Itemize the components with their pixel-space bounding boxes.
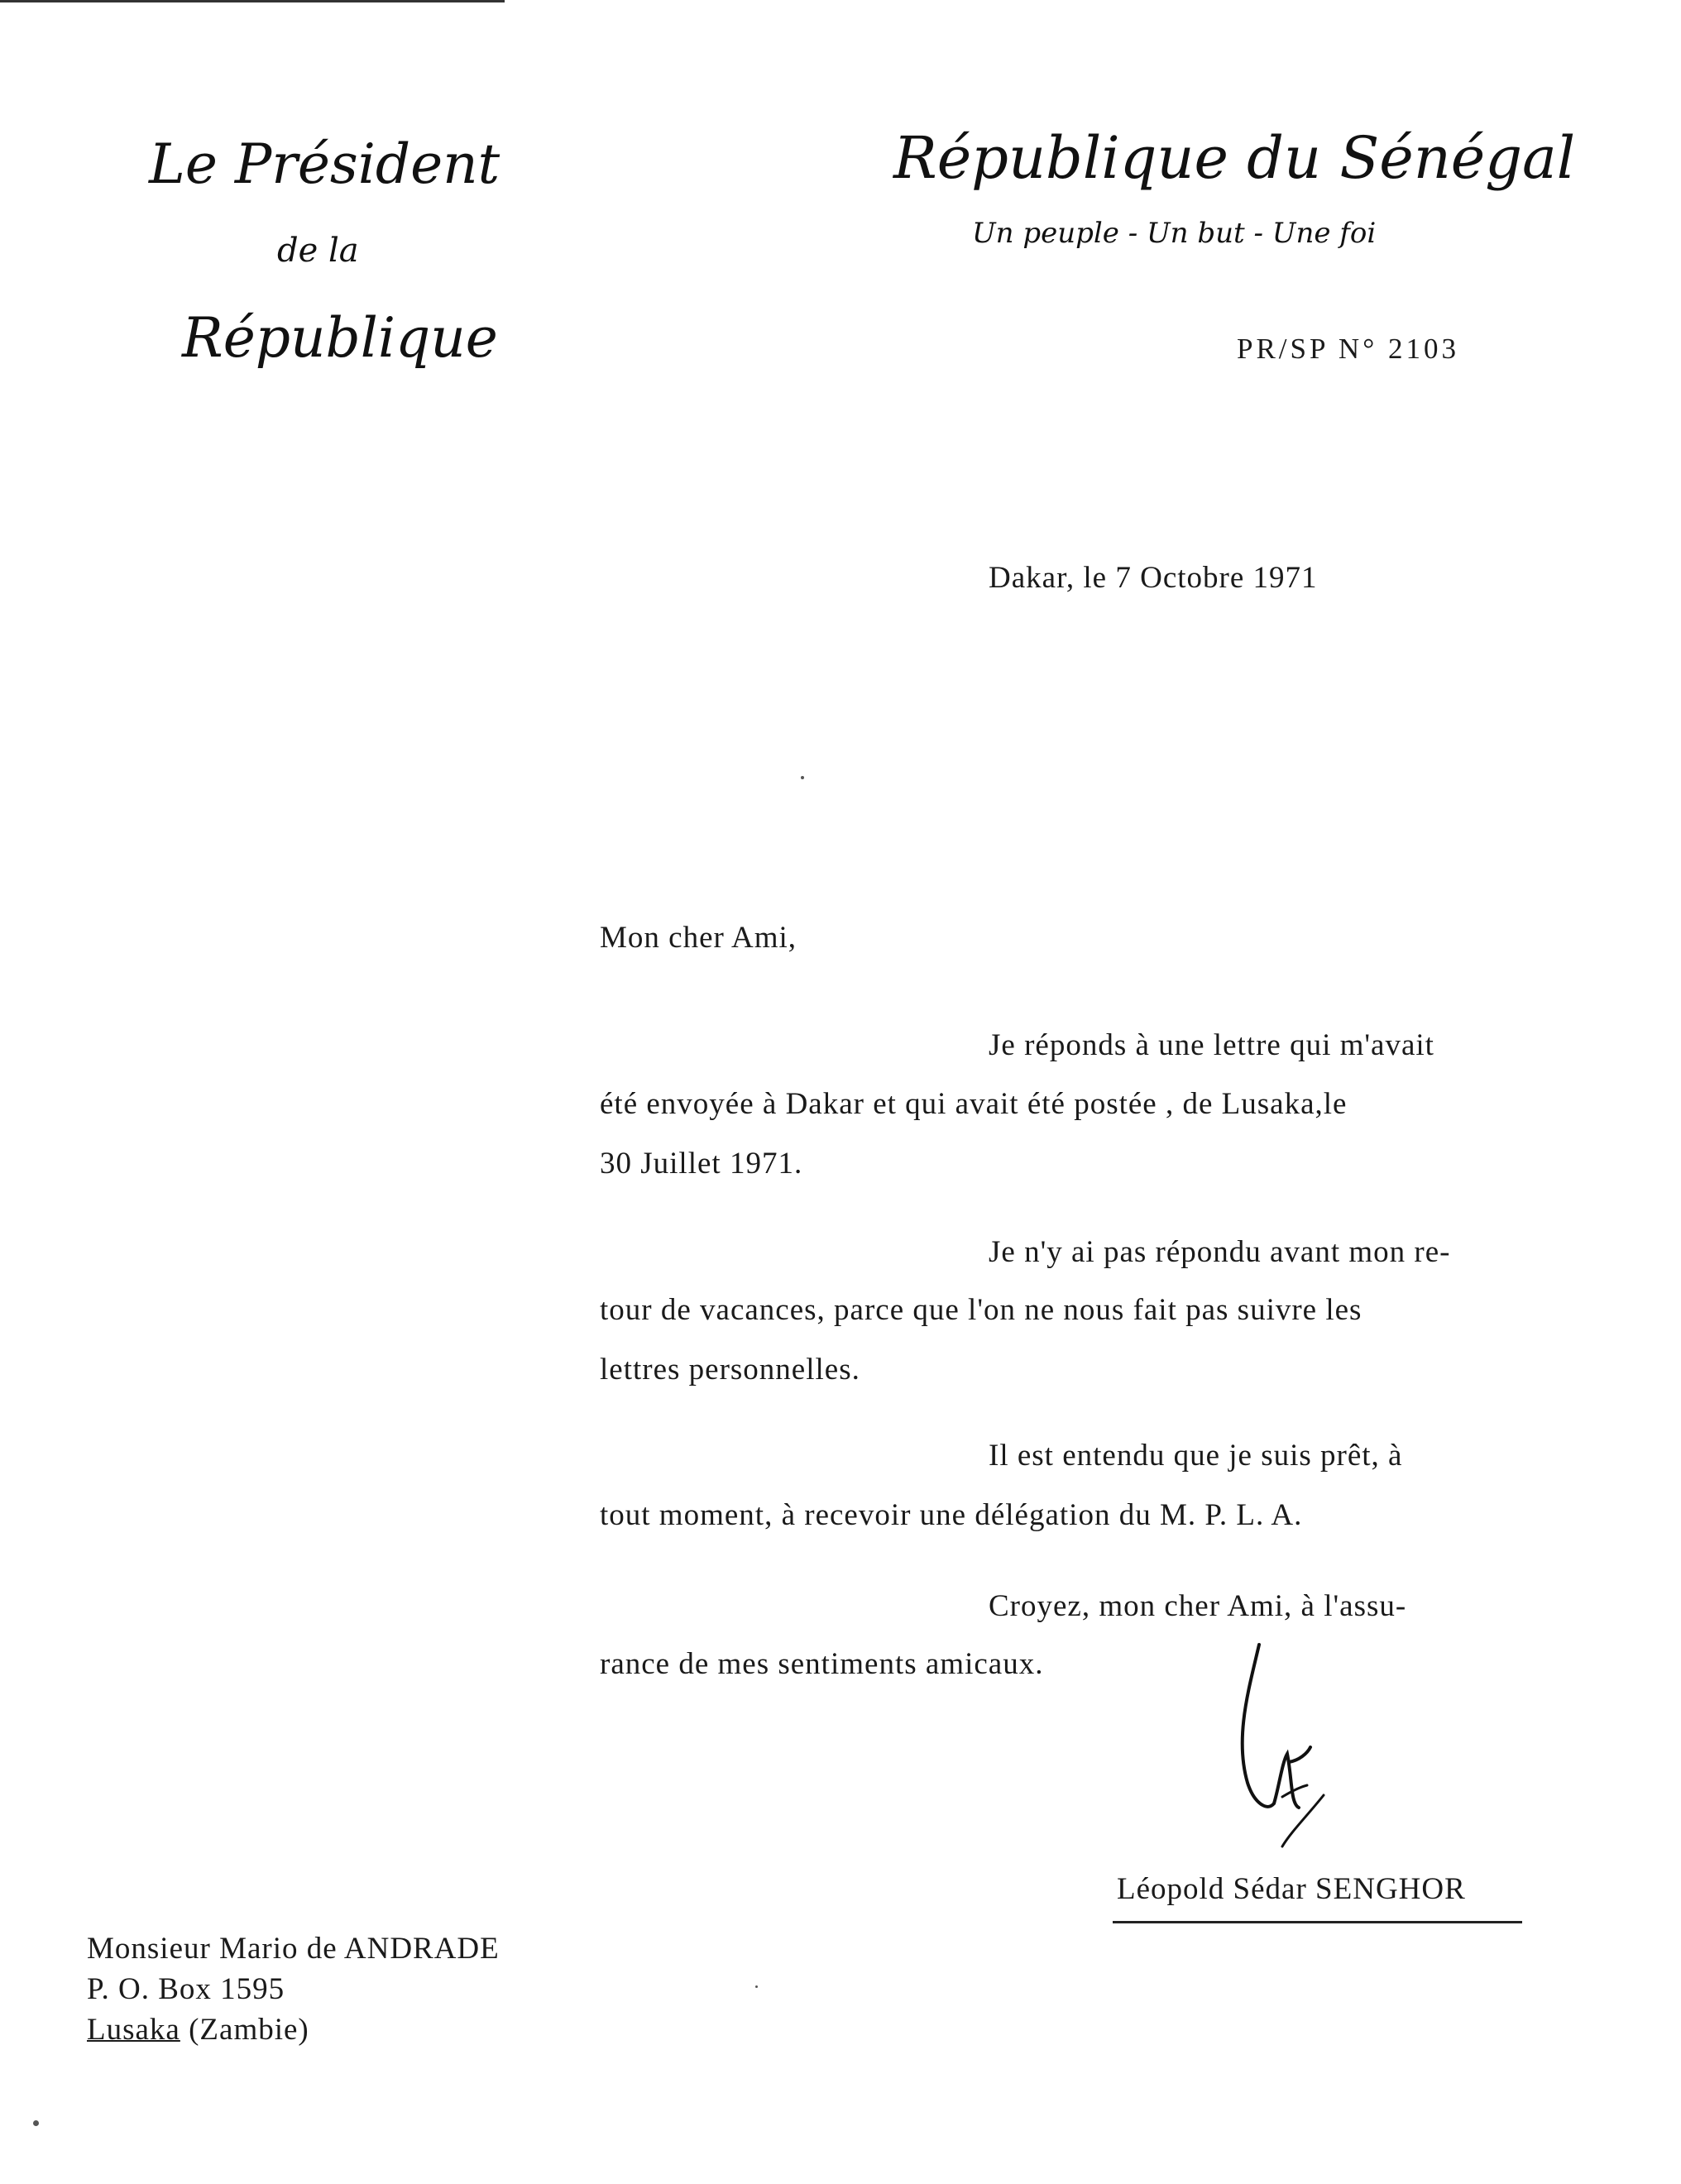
signatory-name: Léopold Sédar SENGHOR	[1117, 1872, 1466, 1906]
paragraph-4-line-1: Croyez, mon cher Ami, à l'assu-	[989, 1589, 1407, 1623]
paragraph-2-line-2: tour de vacances, parce que l'on ne nous fait pas suivre les	[600, 1293, 1363, 1327]
salutation: Mon cher Ami,	[600, 921, 797, 955]
national-motto: Un peuple - Un but - Une foi	[972, 217, 1377, 250]
addressee-po-box: P. O. Box 1595	[87, 1972, 285, 2006]
reference-number: PR/SP N° 2103	[1237, 333, 1459, 365]
president-title-line1: Le Président	[149, 132, 500, 196]
president-title-line2: de la	[277, 232, 359, 270]
paragraph-1-line-3: 30 Juillet 1971.	[600, 1147, 803, 1181]
addressee-name: Monsieur Mario de ANDRADE	[87, 1932, 500, 1966]
paragraph-2-line-3: lettres personnelles.	[600, 1353, 860, 1387]
paragraph-3-line-2: tout moment, à recevoir une délégation du M. P. L. A.	[600, 1498, 1303, 1532]
addressee-city: Lusaka	[87, 2013, 180, 2047]
president-title-line3: République	[182, 306, 498, 370]
paragraph-2-line-1: Je n'y ai pas répondu avant mon re-	[989, 1235, 1451, 1269]
paragraph-1-line-1: Je réponds à une lettre qui m'avait	[989, 1028, 1434, 1062]
republic-name: République du Sénégal	[893, 124, 1576, 192]
paragraph-1-line-2: été envoyée à Dakar et qui avait été postée , de Lusaka,le	[600, 1087, 1348, 1121]
place-date: Dakar, le 7 Octobre 1971	[989, 561, 1318, 595]
top-edge-line	[0, 0, 505, 2]
scan-speck	[801, 776, 804, 779]
addressee-city-line	[87, 2012, 309, 2048]
scan-speck	[33, 2120, 39, 2126]
paragraph-4-line-2: rance de mes sentiments amicaux.	[600, 1647, 1044, 1681]
signatory-underline	[1113, 1921, 1522, 1923]
addressee-country: (Zambie)	[189, 2013, 309, 2047]
scan-speck	[755, 1985, 758, 1988]
paragraph-3-line-1: Il est entendu que je suis prêt, à	[989, 1439, 1403, 1473]
handwritten-signature	[1224, 1638, 1390, 1853]
